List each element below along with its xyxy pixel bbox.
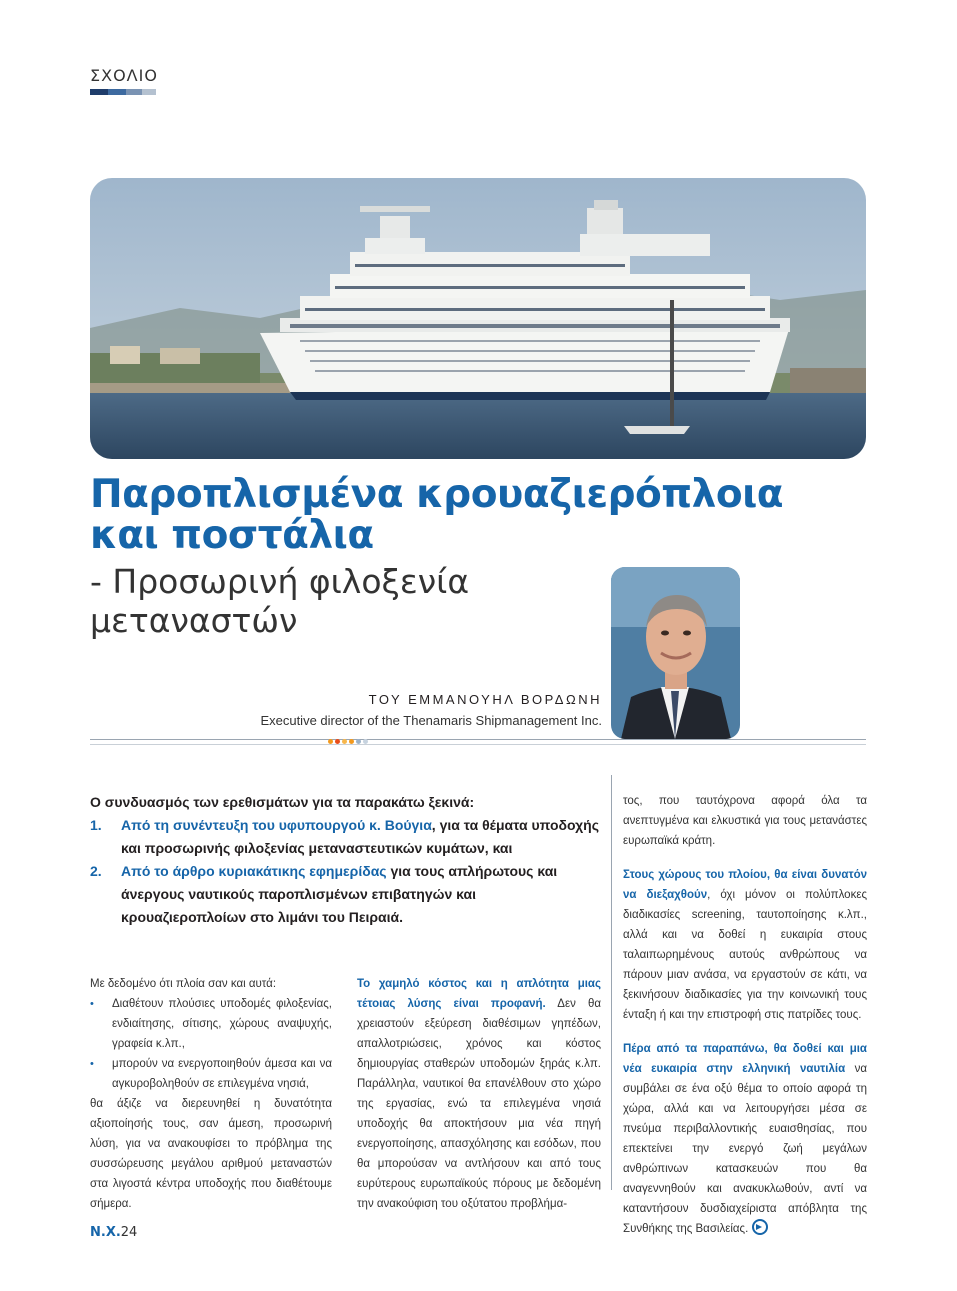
column3-body: , όχι μόνον οι πολύπλοκες διαδικασίες screening, ταυτοποίησης κ.λπ., αλλά και να δοθεί η ευκαιρία στους ταλαιπωρημένους αυτούς ανθρώπους να πάρουν μιαν ανάσα, να εργαστούν σε κάτι, να ξεκινήσουν διαδικασίες για την κοινωνική τους ένταξη ή και την επιστροφή στις πατρίδες τους.: [623, 889, 867, 1021]
article-title-line: Παροπλισμένα κρουαζιερόπλοια: [90, 472, 784, 517]
article-subtitle: [90, 562, 610, 640]
article-subtitle-line: - Προσωρινή φιλοξενία: [90, 562, 470, 601]
divider-rule: [90, 739, 866, 740]
hero-photo: [90, 178, 866, 459]
intro-item-number: 2.: [90, 863, 102, 879]
divider-dots: [328, 739, 368, 744]
column3-body: να συμβάλει σε ένα οξύ θέμα το οποίο αφορά τη χώρα, αλλά και να λειτουργήσει μέσα σε πνεύμα περιβαλλοντικής ευαισθησίας, που επεκτείνει την ενεργό ζωή μεγάλων ανθρώπινων κατασκευών που θα αναγεννηθούν και ανακυκλωθούν, αντί να καταντήσουν δυσδιαχείριστα απόβλητα της Συνθήκης της Βασιλείας.: [623, 1063, 868, 1235]
article-subtitle-line: μεταναστών: [90, 601, 298, 640]
cruise-ship-illustration: [90, 178, 866, 459]
column2-paragraph: [357, 974, 601, 1214]
section-bar-segment: [90, 89, 108, 95]
intro-list-item: [90, 860, 600, 929]
divider-dot: [328, 739, 333, 744]
author-role: Executive director of the Thenamaris Shipmanagement Inc.: [260, 713, 602, 728]
section-bar-segment: [126, 89, 142, 95]
column2-body: Δεν θα χρειαστούν εξεύρεση διαθέσιμων γηπέδων, απαλλοτριώσεις, χρόνος και κόστος δημιουργίας σταθερών υποδομών ξηράς κ.λπ. Παράλληλα, ναυτικοί θα επανέλθουν στο χώρο της εργασίας, ενώ τα επιλεγμένα νησιά υποδοχής θα αποκτήσουν μια νέα πηγή ενεργοποίησης, απασχόλησης και εσόδων, που θα μπορούσαν να αντλήσουν και από τους ευρύτερους ευρωπαϊκούς πόρους με δεδομένη την ανακούφιση του οξύτατου προβλήμα-: [357, 998, 601, 1210]
intro-block: [90, 791, 600, 929]
intro-list-item: [90, 814, 600, 860]
divider-dot: [363, 739, 368, 744]
divider-dot: [349, 739, 354, 744]
body-column-3: [623, 791, 867, 1253]
bullet-text: μπορούν να ενεργοποιηθούν άμεσα και να αγκυροβοληθούν σε επιλεγμένα νησιά,: [112, 1058, 332, 1090]
column1-intro: Με δεδομένο ότι πλοία σαν και αυτά:: [90, 978, 277, 990]
author-portrait: [611, 567, 740, 739]
column3-paragraph: [623, 865, 867, 1025]
page-folio: [90, 1225, 137, 1240]
column3-lead: Πέρα από τα παραπάνω, θα δοθεί και μια νέα ευκαιρία στην ελληνική ναυτιλία: [623, 1043, 867, 1075]
section-label: ΣΧΟΛΙΟ: [90, 66, 158, 85]
divider-dot: [335, 739, 340, 744]
intro-item-text: , για τα θέματα υποδοχής και προσωρινής φιλοξενίας μεταναστευτικών κυμάτων, και: [121, 817, 599, 856]
column-divider: [611, 775, 612, 1190]
folio-prefix: N.X.: [90, 1225, 121, 1240]
article-title: [90, 474, 810, 556]
bullet-item: [90, 994, 332, 1054]
body-column-1: [90, 974, 332, 1228]
intro-item-highlight: Από τη συνέντευξη του υφυπουργού κ. Βούγια: [121, 817, 432, 833]
intro-item-text: για τους απλήρωτους και άνεργους ναυτικούς παροπλισμένων επιβατηγών και κρουαζιεροπλοίων στο λιμάνι του Πειραιά.: [121, 863, 558, 925]
section-color-bar: [90, 89, 156, 95]
bullet-icon: •: [90, 1058, 94, 1070]
column3-paragraph: [623, 1039, 867, 1239]
intro-item-number: 1.: [90, 817, 102, 833]
intro-list: [90, 814, 600, 929]
body-column-2: [357, 974, 601, 1228]
folio-page-number: 24: [120, 1225, 138, 1240]
column3-continuation: τος, που ταυτόχρονα αφορά όλα τα ανεπτυγμένα και ελκυστικά για τους μετανάστες ευρωπαϊκά κράτη.: [623, 795, 867, 847]
intro-heading: Ο συνδυασμός των ερεθισμάτων για τα παρακάτω ξεκινά:: [90, 794, 475, 810]
bullet-icon: •: [90, 998, 94, 1010]
author-photo: [611, 567, 740, 739]
bullet-text: Διαθέτουν πλούσιες υποδομές φιλοξενίας, ενδιαίτησης, σίτισης, χώρους αναψυχής, γραφεία κ.λπ.,: [112, 998, 332, 1050]
bullet-item: [90, 1054, 332, 1094]
end-of-article-icon: [752, 1219, 768, 1235]
article-title-line: και ποστάλια: [90, 513, 374, 558]
divider-dot: [342, 739, 347, 744]
column1-body: θα άξιζε να διερευνηθεί η δυνατότητα αξιοποίησής τους, σαν άμεση, προσωρινή λύση, για να ανακουφίσει το πρόβλημα της συσσώρευσης μεγάλου αριθμού μεταναστών στα λιγοστά κέντρα υποδοχής που διαθέτουμε σήμερα.: [90, 1098, 332, 1210]
column2-lead: Το χαμηλό κόστος και η απλότητα μιας τέτοιας λύσης είναι προφανή.: [357, 978, 601, 1010]
divider-dot: [356, 739, 361, 744]
intro-item-highlight: Από το άρθρο κυριακάτικης εφημερίδας: [121, 863, 387, 879]
divider-rule: [90, 744, 866, 745]
section-bar-segment: [142, 89, 156, 95]
author-name: ΤΟΥ ΕΜΜΑΝΟΥΗΛ ΒΟΡΔΩΝΗ: [368, 692, 602, 707]
column1-bullet-list: [90, 994, 332, 1094]
section-bar-segment: [108, 89, 126, 95]
column3-lead: Στους χώρους του πλοίου, θα είναι δυνατόν να διεξαχθούν: [623, 869, 867, 901]
